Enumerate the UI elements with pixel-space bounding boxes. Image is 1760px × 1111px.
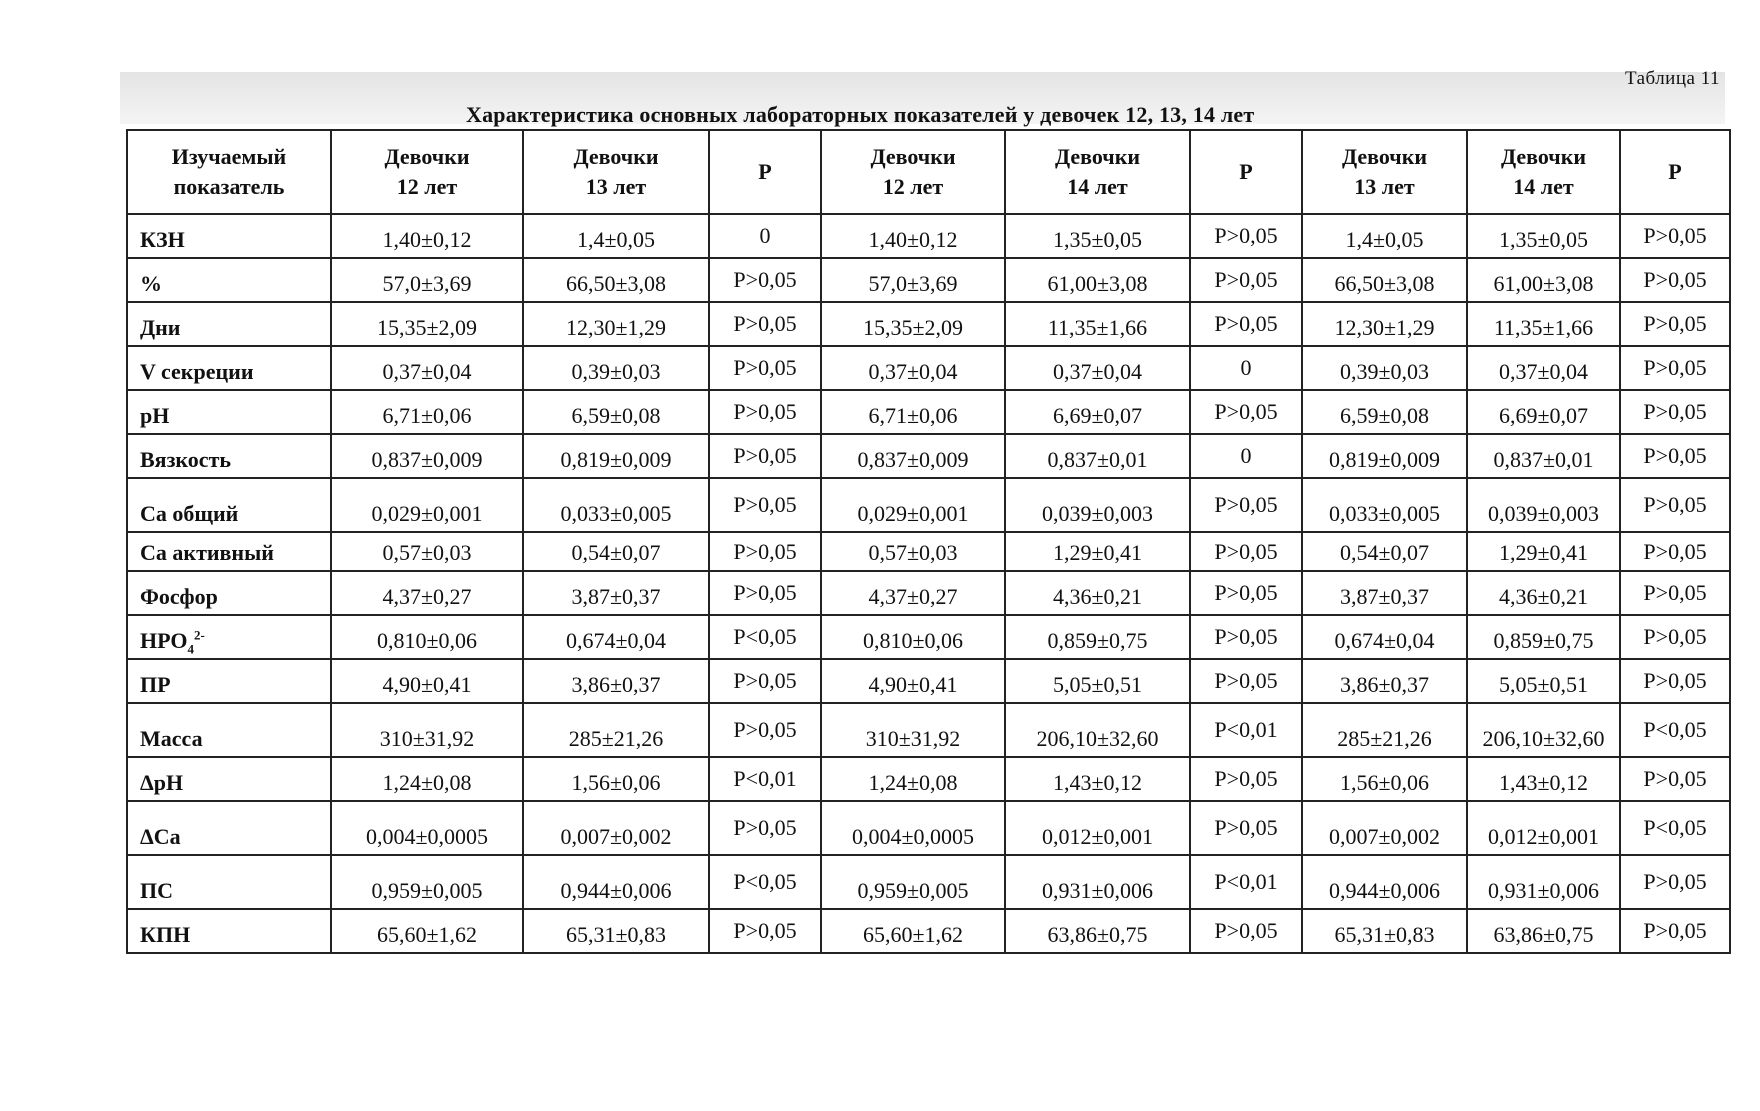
p-value-cell: P>0,05	[709, 346, 821, 390]
value-cell: 0,029±0,001	[331, 478, 523, 532]
p-value-cell: P>0,05	[709, 390, 821, 434]
lab-indicators-table	[126, 129, 1731, 954]
value-cell: 0,837±0,01	[1005, 434, 1190, 478]
value-cell: 4,90±0,41	[331, 659, 523, 703]
p-value-cell: P>0,05	[709, 532, 821, 571]
indicator-name: рН	[140, 403, 170, 428]
indicator-name: ПР	[140, 672, 171, 697]
value-cell: 0,810±0,06	[331, 615, 523, 659]
p-value-cell: P>0,05	[1190, 659, 1302, 703]
table-row	[127, 434, 1730, 478]
value-cell: 0,033±0,005	[1302, 478, 1467, 532]
indicator-name: Са общий	[140, 501, 239, 526]
table-row	[127, 801, 1730, 855]
table-row	[127, 703, 1730, 757]
table-row	[127, 659, 1730, 703]
p-value-cell: P>0,05	[1190, 571, 1302, 615]
table-caption: Характеристика основных лабораторных показателей у девочек 12, 13, 14 лет	[466, 102, 1255, 127]
indicator-name: КПН	[140, 922, 191, 947]
p-value-cell: P>0,05	[1190, 478, 1302, 532]
p-value-cell: P>0,05	[709, 258, 821, 302]
table-row	[127, 258, 1730, 302]
p-value-cell: P>0,05	[1190, 390, 1302, 434]
header-row	[127, 130, 1730, 214]
table-row	[127, 478, 1730, 532]
indicator-name-superscript: 2-	[194, 627, 205, 643]
value-cell: 1,4±0,05	[523, 214, 709, 258]
p-value-cell: P>0,05	[1190, 909, 1302, 953]
value-cell: 0,810±0,06	[821, 615, 1005, 659]
value-cell: 65,31±0,83	[1302, 909, 1467, 953]
indicator-name-cell	[127, 571, 331, 615]
indicator-name: ПС	[140, 878, 173, 903]
value-cell: 4,36±0,21	[1005, 571, 1190, 615]
p-value-cell: P>0,05	[1190, 258, 1302, 302]
value-cell: 66,50±3,08	[523, 258, 709, 302]
value-cell: 6,71±0,06	[331, 390, 523, 434]
value-cell: 0,012±0,001	[1467, 801, 1620, 855]
p-value-cell: P>0,05	[1620, 855, 1730, 909]
value-cell: 1,43±0,12	[1467, 757, 1620, 801]
p-value-cell: P>0,05	[709, 909, 821, 953]
value-cell: 0,039±0,003	[1005, 478, 1190, 532]
value-cell: 66,50±3,08	[1302, 258, 1467, 302]
indicator-name: ΔСа	[140, 824, 181, 849]
value-cell: 0,37±0,04	[821, 346, 1005, 390]
value-cell: 206,10±32,60	[1005, 703, 1190, 757]
header-cell: Девочки 14 лет	[1005, 130, 1190, 214]
p-value-cell: 0	[1190, 434, 1302, 478]
indicator-name: ΔрН	[140, 770, 184, 795]
value-cell: 0,37±0,04	[1467, 346, 1620, 390]
value-cell: 6,71±0,06	[821, 390, 1005, 434]
table-row	[127, 571, 1730, 615]
value-cell: 1,4±0,05	[1302, 214, 1467, 258]
indicator-name-cell	[127, 855, 331, 909]
value-cell: 206,10±32,60	[1467, 703, 1620, 757]
value-cell: 57,0±3,69	[821, 258, 1005, 302]
header-cell: Девочки 12 лет	[821, 130, 1005, 214]
value-cell: 3,86±0,37	[523, 659, 709, 703]
value-cell: 0,931±0,006	[1467, 855, 1620, 909]
value-cell: 1,40±0,12	[821, 214, 1005, 258]
value-cell: 11,35±1,66	[1005, 302, 1190, 346]
value-cell: 0,004±0,0005	[331, 801, 523, 855]
indicator-name: %	[140, 271, 162, 296]
p-value-cell: 0	[1190, 346, 1302, 390]
value-cell: 0,007±0,002	[1302, 801, 1467, 855]
indicator-name-cell	[127, 214, 331, 258]
value-cell: 0,37±0,04	[331, 346, 523, 390]
p-value-cell: P<0,05	[709, 855, 821, 909]
table-row	[127, 909, 1730, 953]
p-value-cell: P<0,05	[1620, 703, 1730, 757]
indicator-name: Масса	[140, 726, 203, 751]
header-cell: Девочки 13 лет	[1302, 130, 1467, 214]
value-cell: 63,86±0,75	[1005, 909, 1190, 953]
value-cell: 0,029±0,001	[821, 478, 1005, 532]
value-cell: 4,37±0,27	[331, 571, 523, 615]
indicator-name: Вязкость	[140, 447, 232, 472]
p-value-cell: P>0,05	[709, 703, 821, 757]
value-cell: 65,31±0,83	[523, 909, 709, 953]
value-cell: 1,56±0,06	[523, 757, 709, 801]
value-cell: 12,30±1,29	[1302, 302, 1467, 346]
value-cell: 3,87±0,37	[1302, 571, 1467, 615]
p-value-cell: P>0,05	[1620, 258, 1730, 302]
value-cell: 310±31,92	[821, 703, 1005, 757]
p-value-cell: P>0,05	[1620, 659, 1730, 703]
p-value-cell: P>0,05	[709, 659, 821, 703]
p-value-cell: P>0,05	[1190, 615, 1302, 659]
value-cell: 1,24±0,08	[821, 757, 1005, 801]
value-cell: 0,007±0,002	[523, 801, 709, 855]
value-cell: 0,54±0,07	[1302, 532, 1467, 571]
indicator-name-cell	[127, 390, 331, 434]
value-cell: 65,60±1,62	[331, 909, 523, 953]
table-row	[127, 214, 1730, 258]
table-row	[127, 390, 1730, 434]
p-value-cell: P>0,05	[1620, 615, 1730, 659]
value-cell: 0,039±0,003	[1467, 478, 1620, 532]
value-cell: 6,69±0,07	[1005, 390, 1190, 434]
p-value-cell: P>0,05	[709, 571, 821, 615]
value-cell: 0,944±0,006	[1302, 855, 1467, 909]
value-cell: 1,29±0,41	[1467, 532, 1620, 571]
indicator-name: КЗН	[140, 227, 185, 252]
indicator-name-cell	[127, 703, 331, 757]
header-cell: Р	[1190, 130, 1302, 214]
value-cell: 0,674±0,04	[523, 615, 709, 659]
value-cell: 0,37±0,04	[1005, 346, 1190, 390]
p-value-cell: P<0,01	[1190, 703, 1302, 757]
value-cell: 0,837±0,009	[331, 434, 523, 478]
p-value-cell: P>0,05	[1190, 757, 1302, 801]
p-value-cell: P>0,05	[709, 302, 821, 346]
value-cell: 1,56±0,06	[1302, 757, 1467, 801]
p-value-cell: P>0,05	[1190, 302, 1302, 346]
value-cell: 0,54±0,07	[523, 532, 709, 571]
table-row	[127, 302, 1730, 346]
value-cell: 4,36±0,21	[1467, 571, 1620, 615]
value-cell: 5,05±0,51	[1005, 659, 1190, 703]
value-cell: 3,87±0,37	[523, 571, 709, 615]
p-value-cell: 0	[709, 214, 821, 258]
value-cell: 285±21,26	[1302, 703, 1467, 757]
value-cell: 6,69±0,07	[1467, 390, 1620, 434]
p-value-cell: P>0,05	[1620, 757, 1730, 801]
p-value-cell: P<0,05	[1620, 801, 1730, 855]
value-cell: 6,59±0,08	[523, 390, 709, 434]
table-row	[127, 615, 1730, 659]
value-cell: 0,959±0,005	[331, 855, 523, 909]
header-cell: Р	[709, 130, 821, 214]
header-cell: Р	[1620, 130, 1730, 214]
header-cell: Девочки 13 лет	[523, 130, 709, 214]
indicator-name: Дни	[140, 315, 181, 340]
indicator-name-cell	[127, 615, 331, 659]
value-cell: 0,859±0,75	[1005, 615, 1190, 659]
value-cell: 15,35±2,09	[331, 302, 523, 346]
value-cell: 3,86±0,37	[1302, 659, 1467, 703]
indicator-name-subscript: 4	[187, 641, 195, 657]
value-cell: 0,819±0,009	[1302, 434, 1467, 478]
value-cell: 0,57±0,03	[821, 532, 1005, 571]
value-cell: 0,837±0,009	[821, 434, 1005, 478]
p-value-cell: P>0,05	[1620, 390, 1730, 434]
value-cell: 1,35±0,05	[1467, 214, 1620, 258]
indicator-name: НРО	[140, 628, 188, 653]
indicator-name-cell	[127, 532, 331, 571]
table-row	[127, 855, 1730, 909]
p-value-cell: P>0,05	[1620, 346, 1730, 390]
value-cell: 0,39±0,03	[523, 346, 709, 390]
p-value-cell: P<0,01	[709, 757, 821, 801]
value-cell: 0,033±0,005	[523, 478, 709, 532]
p-value-cell: P>0,05	[1190, 214, 1302, 258]
p-value-cell: P>0,05	[1620, 532, 1730, 571]
header-cell: Девочки 14 лет	[1467, 130, 1620, 214]
value-cell: 1,24±0,08	[331, 757, 523, 801]
p-value-cell: P>0,05	[1620, 214, 1730, 258]
value-cell: 1,40±0,12	[331, 214, 523, 258]
value-cell: 1,29±0,41	[1005, 532, 1190, 571]
header-cell: Изучаемый показатель	[127, 130, 331, 214]
indicator-name-cell	[127, 909, 331, 953]
indicator-name-cell	[127, 434, 331, 478]
value-cell: 6,59±0,08	[1302, 390, 1467, 434]
indicator-name: V секреции	[140, 359, 254, 384]
indicator-name-cell	[127, 801, 331, 855]
indicator-name: Са активный	[140, 540, 274, 565]
value-cell: 11,35±1,66	[1467, 302, 1620, 346]
header-cell: Девочки 12 лет	[331, 130, 523, 214]
p-value-cell: P<0,01	[1190, 855, 1302, 909]
p-value-cell: P>0,05	[1620, 571, 1730, 615]
indicator-name-cell	[127, 757, 331, 801]
indicator-name-cell	[127, 346, 331, 390]
p-value-cell: P>0,05	[1620, 909, 1730, 953]
table-row	[127, 346, 1730, 390]
value-cell: 0,39±0,03	[1302, 346, 1467, 390]
p-value-cell: P>0,05	[709, 434, 821, 478]
value-cell: 1,43±0,12	[1005, 757, 1190, 801]
p-value-cell: P>0,05	[1620, 302, 1730, 346]
p-value-cell: P>0,05	[709, 801, 821, 855]
value-cell: 0,837±0,01	[1467, 434, 1620, 478]
value-cell: 0,004±0,0005	[821, 801, 1005, 855]
value-cell: 0,674±0,04	[1302, 615, 1467, 659]
table-body	[127, 214, 1730, 953]
value-cell: 0,012±0,001	[1005, 801, 1190, 855]
p-value-cell: P<0,05	[709, 615, 821, 659]
value-cell: 15,35±2,09	[821, 302, 1005, 346]
table-number: Таблица 11	[1624, 68, 1720, 89]
value-cell: 0,959±0,005	[821, 855, 1005, 909]
value-cell: 0,57±0,03	[331, 532, 523, 571]
value-cell: 5,05±0,51	[1467, 659, 1620, 703]
p-value-cell: P>0,05	[1190, 801, 1302, 855]
p-value-cell: P>0,05	[1190, 532, 1302, 571]
value-cell: 1,35±0,05	[1005, 214, 1190, 258]
indicator-name-cell	[127, 258, 331, 302]
table-row	[127, 532, 1730, 571]
p-value-cell: P>0,05	[709, 478, 821, 532]
indicator-name-cell	[127, 302, 331, 346]
value-cell: 0,944±0,006	[523, 855, 709, 909]
value-cell: 4,90±0,41	[821, 659, 1005, 703]
p-value-cell: P>0,05	[1620, 478, 1730, 532]
indicator-name: Фосфор	[140, 584, 218, 609]
indicator-name-cell	[127, 478, 331, 532]
p-value-cell: P>0,05	[1620, 434, 1730, 478]
table-row	[127, 757, 1730, 801]
value-cell: 0,819±0,009	[523, 434, 709, 478]
value-cell: 61,00±3,08	[1467, 258, 1620, 302]
value-cell: 4,37±0,27	[821, 571, 1005, 615]
indicator-name-cell	[127, 659, 331, 703]
value-cell: 12,30±1,29	[523, 302, 709, 346]
value-cell: 61,00±3,08	[1005, 258, 1190, 302]
value-cell: 310±31,92	[331, 703, 523, 757]
value-cell: 0,931±0,006	[1005, 855, 1190, 909]
value-cell: 65,60±1,62	[821, 909, 1005, 953]
value-cell: 63,86±0,75	[1467, 909, 1620, 953]
value-cell: 57,0±3,69	[331, 258, 523, 302]
value-cell: 285±21,26	[523, 703, 709, 757]
value-cell: 0,859±0,75	[1467, 615, 1620, 659]
